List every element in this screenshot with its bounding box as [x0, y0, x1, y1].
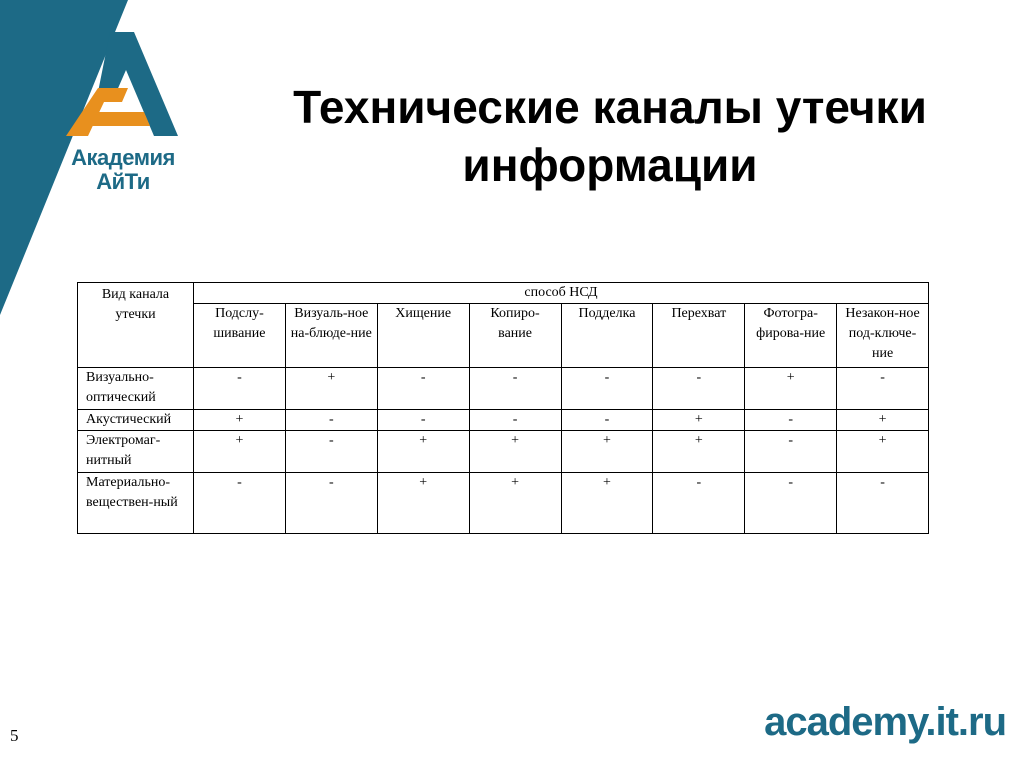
table-cell: +	[561, 473, 653, 534]
table-cell: -	[377, 368, 469, 410]
table-cell: -	[837, 473, 929, 534]
table-cell: +	[837, 431, 929, 473]
column-header: Визуаль-ное на-блюде-ние	[285, 304, 377, 368]
table-cell: +	[377, 431, 469, 473]
column-header: Фотогра-фирова-ние	[745, 304, 837, 368]
table-cell: +	[653, 431, 745, 473]
column-header: Хищение	[377, 304, 469, 368]
column-header: Подслу-шивание	[194, 304, 286, 368]
table-cell: +	[837, 410, 929, 431]
table-cell: -	[194, 473, 286, 534]
table-cell: +	[194, 410, 286, 431]
group-header: способ НСД	[194, 283, 929, 304]
table-cell: -	[653, 473, 745, 534]
table-cell: -	[285, 473, 377, 534]
slide-title	[210, 78, 1010, 194]
column-header: Перехват	[653, 304, 745, 368]
website-url: academy.it.ru	[764, 700, 1006, 744]
table-cell: -	[469, 410, 561, 431]
leak-channels-table	[77, 282, 929, 534]
table-column-header-row	[78, 304, 929, 368]
table-cell: +	[469, 431, 561, 473]
table-cell: -	[561, 410, 653, 431]
table-cell: -	[285, 431, 377, 473]
table-cell: -	[837, 368, 929, 410]
table-cell: +	[561, 431, 653, 473]
page-number: 5	[10, 726, 19, 745]
table-cell: +	[653, 410, 745, 431]
table-cell: -	[377, 410, 469, 431]
table-row	[78, 431, 929, 473]
logo-name-line2: АйТи	[96, 169, 150, 194]
column-header: Копиро-вание	[469, 304, 561, 368]
table-row	[78, 473, 929, 534]
table-cell: -	[745, 410, 837, 431]
table-cell: -	[469, 368, 561, 410]
column-header: Подделка	[561, 304, 653, 368]
table-cell: +	[745, 368, 837, 410]
slide-title-line2: информации	[462, 139, 758, 191]
table-group-header-row	[78, 283, 929, 304]
column-header: Незакон-ное под-ключе-ние	[837, 304, 929, 368]
table-cell: -	[653, 368, 745, 410]
logo-wordmark	[58, 146, 188, 194]
table-row	[78, 410, 929, 431]
table-cell: -	[745, 431, 837, 473]
table-cell: +	[377, 473, 469, 534]
row-header: Материально-веществен-ный	[78, 473, 194, 534]
corner-header: Вид канала утечки	[78, 283, 194, 368]
table-cell: -	[745, 473, 837, 534]
row-header: Электромаг-нитный	[78, 431, 194, 473]
table-cell: +	[285, 368, 377, 410]
table-cell: -	[285, 410, 377, 431]
table-row	[78, 368, 929, 410]
table-cell: -	[561, 368, 653, 410]
table-cell: +	[469, 473, 561, 534]
row-header: Акустический	[78, 410, 194, 431]
academy-logo	[66, 28, 182, 140]
table-cell: +	[194, 431, 286, 473]
logo-name-line1: Академия	[71, 145, 175, 170]
logo-letter-a-icon	[66, 28, 182, 140]
slide-title-line1: Технические каналы утечки	[293, 81, 927, 133]
table-cell: -	[194, 368, 286, 410]
row-header: Визуально-оптический	[78, 368, 194, 410]
